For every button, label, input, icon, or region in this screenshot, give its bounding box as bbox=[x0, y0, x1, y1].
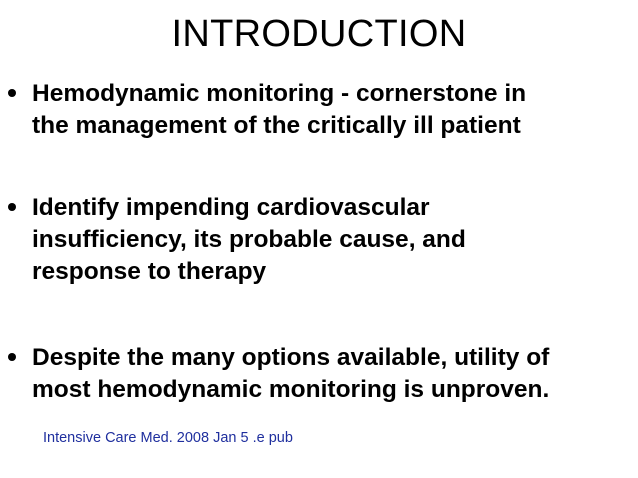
bullet-line: Despite the many options available, utility of bbox=[32, 344, 550, 371]
bullet-line: the management of the critically ill patient bbox=[32, 112, 521, 139]
bullet-dot-icon bbox=[8, 353, 16, 361]
bullet-line: most hemodynamic monitoring is unproven. bbox=[32, 376, 550, 403]
bullet-dot-icon bbox=[8, 203, 16, 211]
citation: Intensive Care Med. 2008 Jan 5 .e pub bbox=[43, 430, 293, 446]
bullet-dot-icon bbox=[8, 89, 16, 97]
slide-title: INTRODUCTION bbox=[171, 13, 467, 55]
bullet-line: insufficiency, its probable cause, and bbox=[32, 226, 466, 253]
bullet-line: Identify impending cardiovascular bbox=[32, 194, 430, 221]
bullet-line: Hemodynamic monitoring - cornerstone in bbox=[32, 80, 527, 107]
bullet-line: response to therapy bbox=[32, 258, 267, 285]
